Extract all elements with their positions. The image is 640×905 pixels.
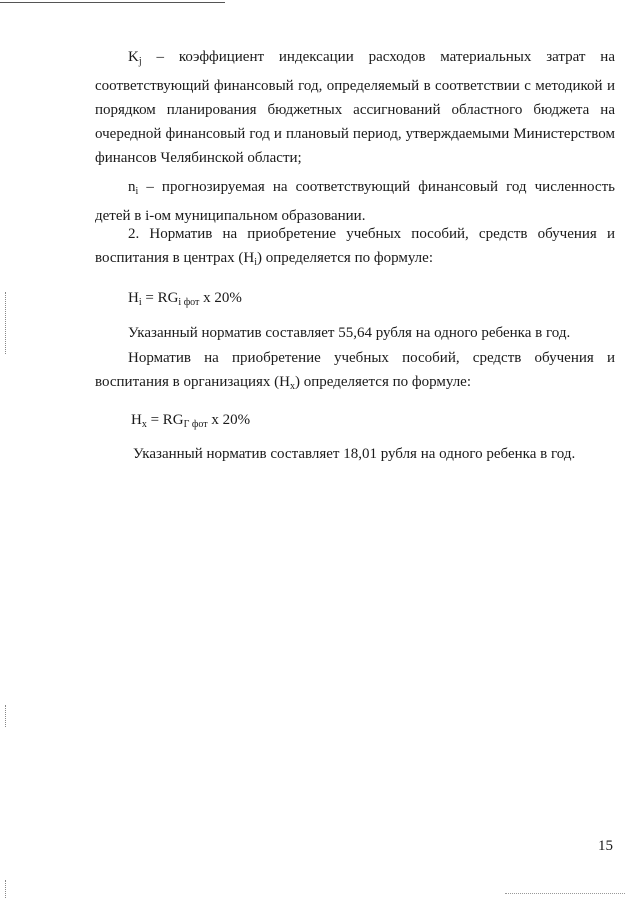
margin-binding-marks [5, 880, 7, 898]
paragraph-text: – прогнозируемая на соответствующий финансовый год численность детей в i-ом муниципальном образовании. [95, 179, 615, 224]
paragraph-item-2 [95, 222, 615, 275]
top-rule [0, 2, 225, 3]
formula-lhs: H [128, 290, 139, 306]
scan-artifact-dots [505, 893, 625, 894]
paragraph-ni [95, 175, 615, 228]
paragraph-text: Норматив на приобретение учебных пособий, средств обучения и воспитания в организациях (H [95, 350, 615, 390]
formula-eq: = RG [146, 412, 184, 428]
formula-centers [128, 288, 242, 313]
symbol-subscript: x [289, 381, 295, 392]
paragraph-text: ) определяется по формуле: [256, 250, 433, 266]
formula-rg-subscript: Г фот [183, 419, 208, 430]
page-number: 15 [598, 838, 613, 854]
paragraph-text: ) определяется по формуле: [294, 374, 472, 390]
symbol-subscript: i [254, 257, 257, 268]
formula-organizations [131, 410, 250, 435]
paragraph-kj [95, 45, 615, 170]
margin-binding-marks [5, 292, 7, 354]
norm-text: Указанный норматив составляет 55,64 рубля на одного ребенка в год. [128, 325, 571, 341]
norm-organizations-value [133, 444, 575, 464]
paragraph-text: 2. Норматив на приобретение учебных пособий, средств обучения и воспитания в центрах (H [95, 226, 615, 266]
formula-lhs-subscript: i [138, 297, 142, 308]
norm-centers-value [128, 323, 570, 343]
formula-tail: x 20% [207, 412, 251, 428]
formula-rg-subscript: i фот [178, 297, 200, 308]
norm-text: Указанный норматив составляет 18,01 рубля на одного ребенка в год. [133, 446, 576, 462]
symbol-k: K [128, 49, 139, 65]
margin-binding-marks [5, 705, 7, 727]
paragraph-text: – коэффициент индексации расходов материальных затрат на соответствующий финансовый год, определяемый в соответствии с методикой и порядком планирования бюджетных ассигнований областного бюджета на очередной финансовый год и плановый период, утверждаемыми Министерством финансов Челябинской области; [95, 49, 615, 166]
paragraph-item-3 [95, 346, 615, 399]
formula-lhs: H [131, 412, 142, 428]
formula-eq: = RG [141, 290, 179, 306]
formula-tail: x 20% [199, 290, 242, 306]
formula-lhs-subscript: x [141, 419, 147, 430]
symbol-n: n [128, 179, 136, 195]
symbol-subscript: i [135, 186, 139, 197]
symbol-subscript: j [138, 56, 142, 67]
